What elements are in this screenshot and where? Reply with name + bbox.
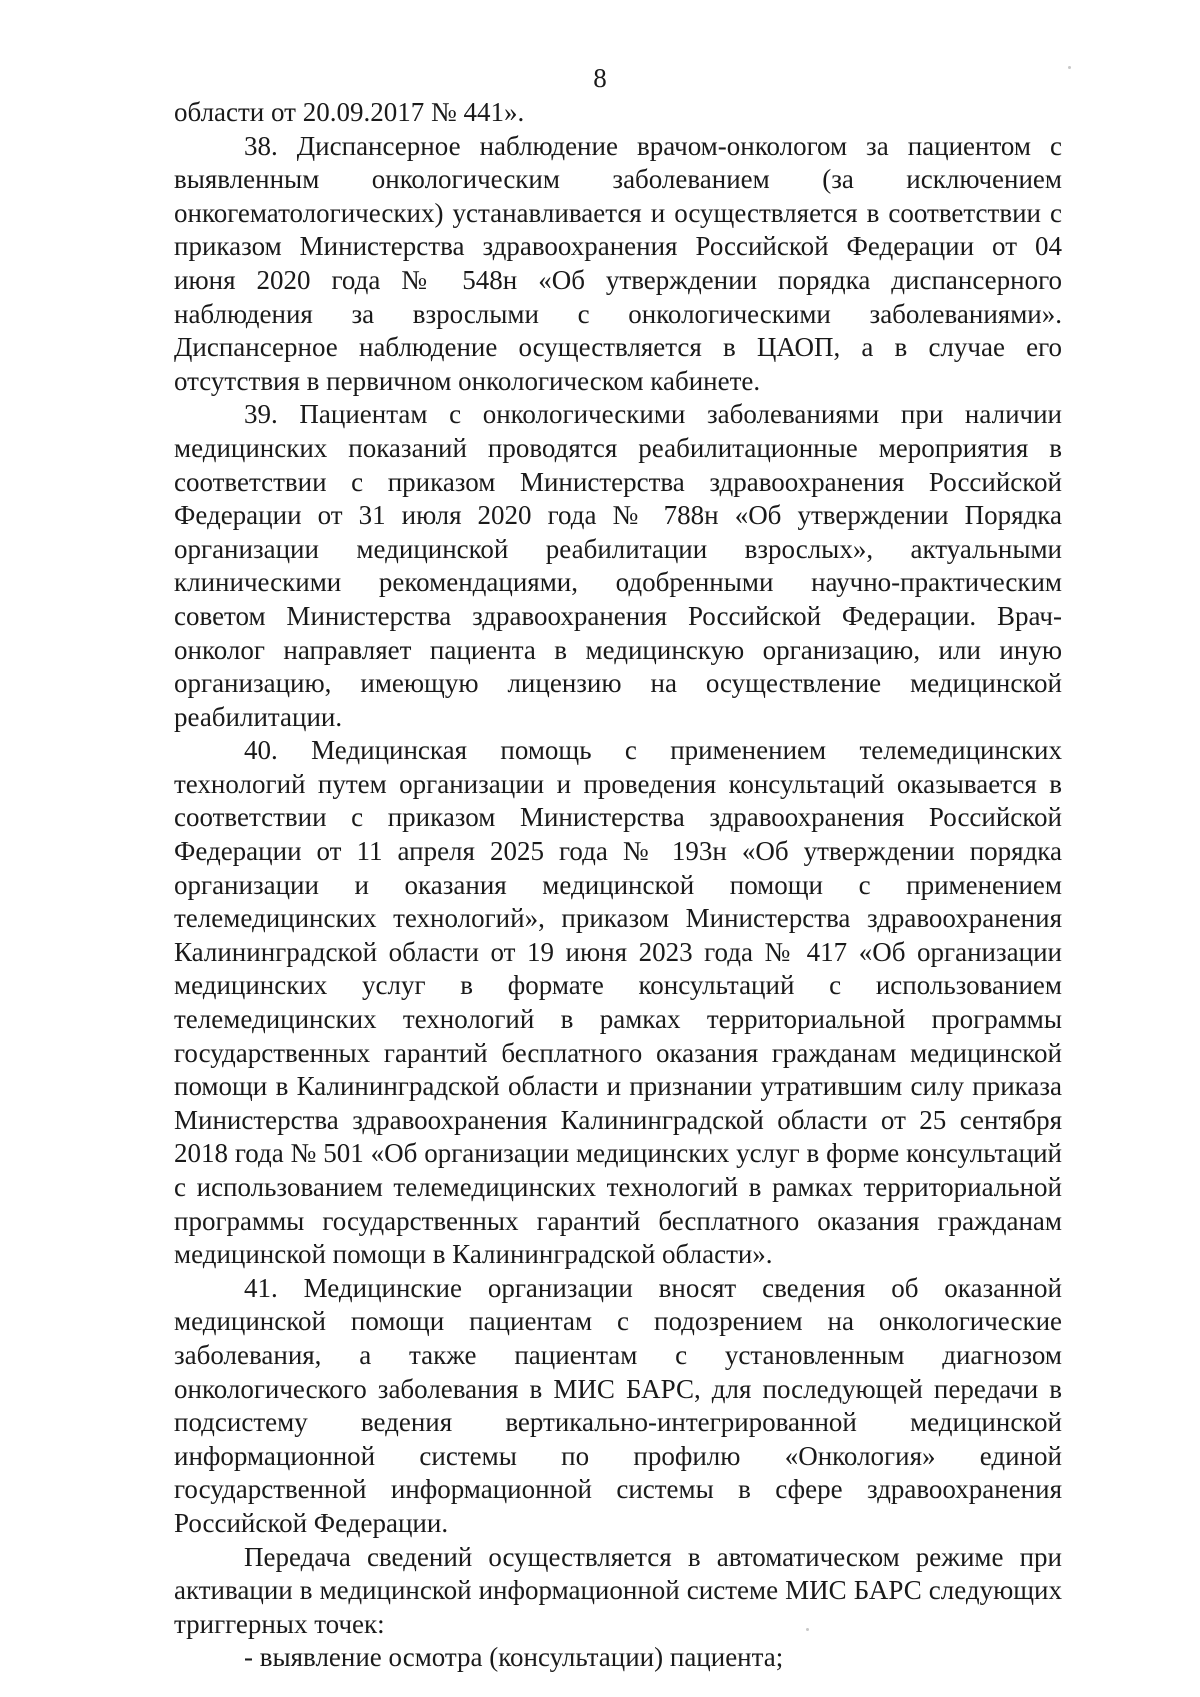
paragraph-39: 39. Пациентам с онкологическими заболеваниями при наличии медицинских показаний проводятся реабилитационные мероприятия в соответствии с приказом Министерства здравоохранения Российской Федерации от 31 июля 2020 года № 788н «Об утверждении Порядка организации медицинской реабилитации взрослых», актуальными клиническими рекомендациями, одобренными научно-практическим советом Министерства здравоохранения Российской Федерации. Врач-онколог направляет пациента в медицинскую организацию, или иную организацию, имеющую лицензию на осуществление медицинской реабилитации. — [174, 399, 1062, 732]
paragraph-40: 40. Медицинская помощь с применением телемедицинских технологий путем организации и проведения консультаций оказывается в соответствии с приказом Министерства здравоохранения Российской Федерации от 11 апреля 2025 года № 193н «Об утверждении порядка организации и оказания медицинской помощи с применением телемедицинских технологий», приказом Министерства здравоохранения Калининградской области от 19 июня 2023 года № 417 «Об организации медицинских услуг в формате консультаций с использованием телемедицинских технологий в рамках территориальной программы государственных гарантий бесплатного оказания гражданам медицинской помощи в Калининградской области и признании утратившим силу приказа Министерства здравоохранения Калининградской области от 25 сентября 2018 года № 501 «Об организации медицинских услуг в форме консультаций с использованием телемедицинских технологий в рамках территориальной программы государственных гарантий бесплатного оказания гражданам медицинской помощи в Калининградской области». — [174, 735, 1062, 1270]
list-item-trigger-point: - выявление осмотра (консультации) пациента; — [244, 1642, 784, 1673]
scan-speck — [806, 1628, 809, 1631]
page-number: 8 — [593, 63, 607, 93]
paragraph-38: 38. Диспансерное наблюдение врачом-онкологом за пациентом с выявленным онкологическим заболеванием (за исключением онкогематологических) устанавливается и осуществляется в соответствии с приказом Министерства здравоохранения Российской Федерации от 04 июня 2020 года № 548н «Об утверждении порядка диспансерного наблюдения за взрослыми с онкологическими заболеваниями». Диспансерное наблюдение осуществляется в ЦАОП, а в случае его отсутствия в первичном онкологическом кабинете. — [174, 130, 1062, 396]
paragraph-41: 41. Медицинские организации вносят сведения об оказанной медицинской помощи пациентам с подозрением на онкологические заболевания, а также пациентам с установленным диагнозом онкологического заболевания в МИС БАРС, для последующей передачи в подсистему ведения вертикально-интегрированной медицинской информационной системы по профилю «Онкология» единой государственной информационной системы в сфере здравоохранения Российской Федерации. — [174, 1272, 1062, 1538]
scan-speck — [1068, 66, 1071, 69]
document-body — [174, 96, 1062, 1675]
paragraph-data-transfer: Передача сведений осуществляется в автоматическом режиме при активации в медицинской информационной системе МИС БАРС следующих триггерных точек: — [174, 1541, 1062, 1639]
paragraph-continuation: области от 20.09.2017 № 441». — [174, 97, 525, 127]
